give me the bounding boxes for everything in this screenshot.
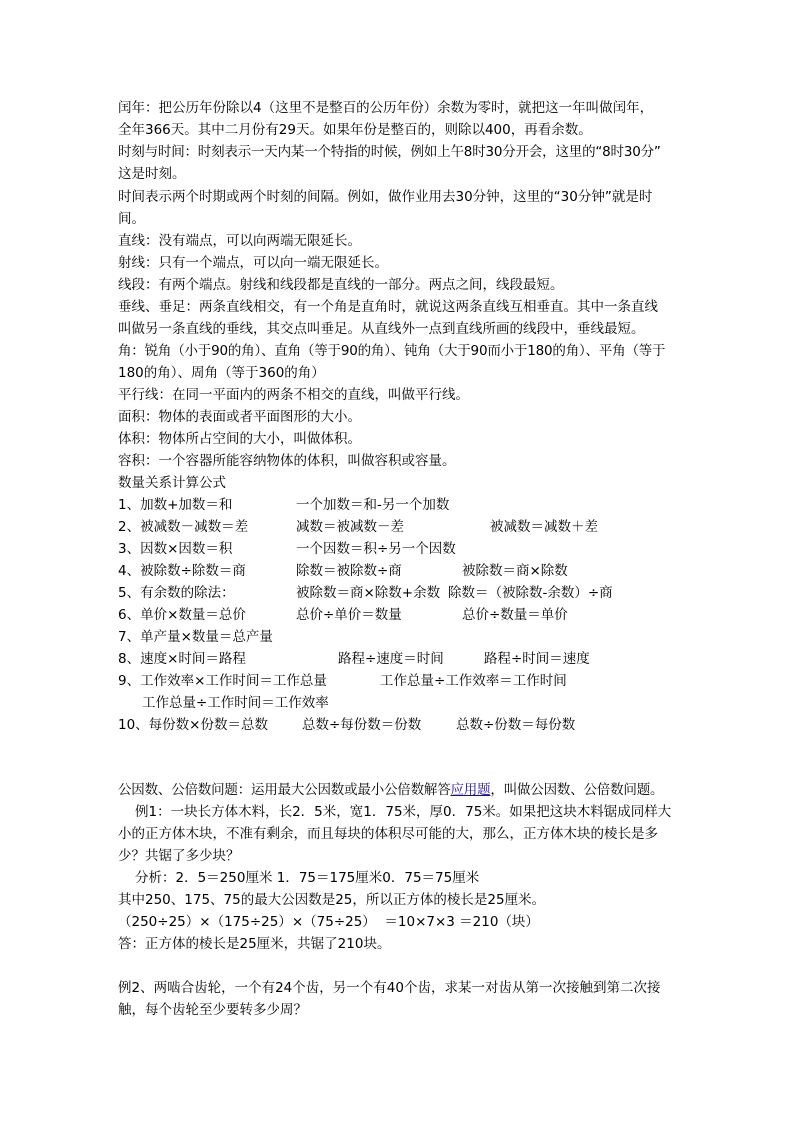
intro-text: 公因数、公倍数问题：运用最大公因数或最小公倍数解答 [118,782,451,798]
def-line: 角：锐角（小于90的角）、直角（等于90的角）、钝角（大于90而小于180的角）、平角（等于 [118,343,666,359]
def-line: 容积：一个容器所能容纳物体的体积，叫做容积或容量。 [118,453,456,469]
formula-cell: 总数÷份数＝每份数 [456,717,576,733]
formula-heading: 数量关系计算公式 [118,475,226,491]
formula-cell: 减数＝被减数－差 [296,519,404,535]
analysis-line: 其中250、175、75的最大公因数是25，所以正方体的棱长是25厘米。 [118,892,546,908]
formula-cell: 除数＝被除数÷商 [296,563,402,579]
formula-cell: 工作总量÷工作时间＝工作效率 [142,695,329,711]
example1-line: 例1：一块长方体木料，长2．5米，宽1．75米，厚0．75米。如果把这块木料锯成同样大 [135,804,672,820]
problem-intro [118,779,663,801]
def-line: 线段：有两个端点。射线和线段都是直线的一部分。两点之间，线段最短。 [118,277,564,293]
def-line: 时刻与时间：时刻表示一天内某一个特指的时候，例如上午8时30分开会，这里的“8时30分” [118,144,661,160]
def-line: 全年366天。其中二月份有29天。如果年份是整百的，则除以400，再看余数。 [118,122,592,138]
formula-cell: 除数＝（被除数-余数）÷商 [448,585,613,601]
formula-cell: 2、被减数－减数＝差 [118,519,249,535]
formula-cell: 路程÷时间＝速度 [484,651,590,667]
formula-cell: 被除数＝商×除数+余数 [296,585,441,601]
formula-cell: 3、因数×因数＝积 [118,541,233,557]
formula-cell: 1、加数+加数＝和 [118,497,233,513]
def-line: 闰年：把公历年份除以4（这里不是整百的公历年份）余数为零时，就把这一年叫做闰年， [118,100,654,116]
def-line: 时间表示两个时期或两个时刻的间隔。例如，做作业用去30分钟，这里的“30分钟”就是时 [118,189,653,205]
formula-cell: 总数÷每份数＝份数 [302,717,422,733]
formula-cell: 一个因数＝积÷另一个因数 [296,541,456,557]
answer-line: 答：正方体的棱长是25厘米，共锯了210块。 [118,936,391,952]
analysis-line: 分析：2．5＝250厘米 1．75＝175厘米0．75＝75厘米 [135,870,480,886]
formula-cell: 9、工作效率×工作时间＝工作总量 [118,673,327,689]
formula-cell: 4、被除数÷除数＝商 [118,563,246,579]
def-line: 垂线、垂足：两条直线相交，有一个角是直角时，就说这两条直线互相垂直。其中一条直线 [118,299,658,315]
formula-cell: 8、速度×时间＝路程 [118,651,246,667]
example2-line: 触，每个齿轮至少要转多少周？ [118,1002,307,1018]
formula-cell: 10、每份数×份数＝总数 [118,717,268,733]
formula-cell: 被除数＝商×除数 [462,563,568,579]
formula-cell: 路程÷速度＝时间 [338,651,444,667]
formula-cell: 被减数＝减数＋差 [490,519,598,535]
def-line: 叫做另一条直线的垂线，其交点叫垂足。从直线外一点到直线所画的线段中，垂线最短。 [118,321,645,337]
example1-line: 小的正方体木块，不准有剩余，而且每块的体积尽可能的大，那么，正方体木块的棱长是多 [118,826,658,842]
formula-cell: 总价÷数量＝单价 [462,607,568,623]
def-line: 直线：没有端点，可以向两端无限延长。 [118,233,361,249]
def-line: 间。 [118,211,145,227]
example2-line: 例2、两啮合齿轮，一个有24个齿，另一个有40个齿，求某一对齿从第一次接触到第二次接 [118,980,661,996]
formula-cell: 一个加数＝和-另一个加数 [296,497,450,513]
def-line: 体积：物体所占空间的大小，叫做体积。 [118,431,361,447]
calculation-line: （250÷25）×（175÷25）×（75÷25） ＝10×7×3 ＝210（块） [118,914,539,930]
formula-cell: 工作总量÷工作效率＝工作时间 [380,673,567,689]
def-line: 面积：物体的表面或者平面图形的大小。 [118,409,361,425]
intro-text: ，叫做公因数、公倍数问题。 [490,782,664,798]
def-line: 平行线：在同一平面内的两条不相交的直线，叫做平行线。 [118,387,469,403]
formula-cell: 6、单价×数量＝总价 [118,607,246,623]
example1-line: 少？共锯了多少块？ [118,848,240,864]
def-line: 这是时刻。 [118,166,186,182]
def-line: 180的角）、周角（等于360的角） [118,365,325,381]
formula-cell: 总价÷单价＝数量 [296,607,402,623]
application-problem-link[interactable]: 应用题 [450,782,491,798]
formula-cell: 5、有余数的除法： [118,585,235,601]
def-line: 射线：只有一个端点，可以向一端无限延长。 [118,255,388,271]
formula-cell: 7、单产量×数量＝总产量 [118,629,273,645]
